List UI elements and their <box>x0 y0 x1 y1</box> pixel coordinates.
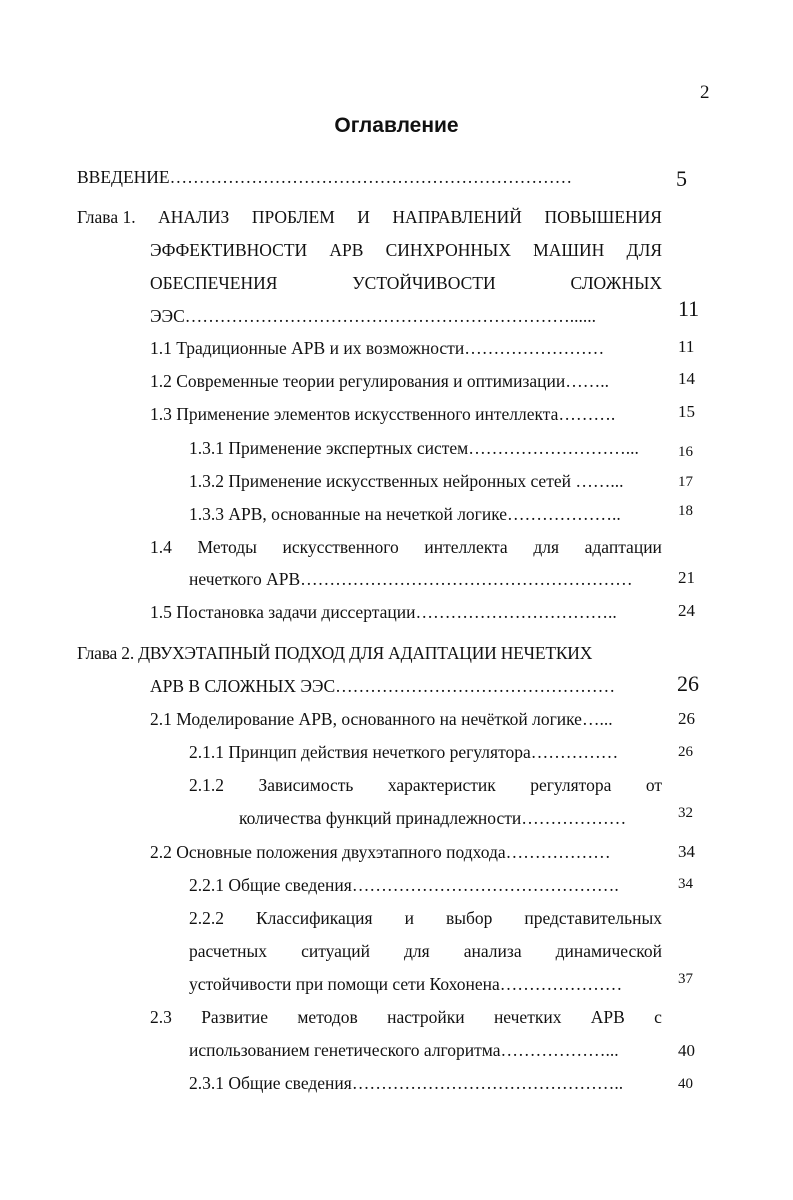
word: ОБЕСПЕЧЕНИЯ <box>150 273 278 293</box>
word: Зависимость <box>258 775 354 795</box>
toc-entry-1-4-line2[interactable]: нечеткого АРВ………………………………………………… <box>189 569 633 589</box>
word: Методы <box>197 537 257 557</box>
toc-entry-2-3-1[interactable]: 2.3.1 Общие сведения……………………………………….. <box>189 1073 624 1093</box>
word: АРВ <box>329 240 364 260</box>
toc-page-1-1: 11 <box>678 337 695 356</box>
word: методов <box>297 1007 358 1027</box>
word: АНАЛИЗ <box>158 207 230 227</box>
word: характеристик <box>387 775 496 795</box>
word: АРВ <box>590 1007 625 1027</box>
toc-entry-1-1[interactable]: 1.1 Традиционные АРВ и их возможности…………………… <box>150 338 605 358</box>
toc-entry-ch1-line3[interactable] <box>150 272 662 294</box>
toc-entry-1-3-2[interactable]: 1.3.2 Применение искусственных нейронных сетей ……... <box>189 471 624 491</box>
toc-entry-1-2[interactable]: 1.2 Современные теории регулирования и оптимизации…….. <box>150 371 610 391</box>
word: НАПРАВЛЕНИЙ <box>392 207 522 227</box>
toc-entry-2-2[interactable]: 2.2 Основные положения двухэтапного подхода……………… <box>150 842 611 862</box>
word: регулятора <box>530 775 612 795</box>
page-title: Оглавление <box>334 114 459 137</box>
toc-page-1-3: 15 <box>678 402 695 421</box>
toc-entry-1-3-1[interactable]: 1.3.1 Применение экспертных систем………………………... <box>189 438 639 458</box>
toc-entry-ch1-line2[interactable] <box>150 239 662 261</box>
word: СЛОЖНЫХ <box>570 273 662 293</box>
word: ЭФФЕКТИВНОСТИ <box>150 240 308 260</box>
toc-page-1-3-3: 18 <box>678 503 693 519</box>
word: МАШИН <box>533 240 605 260</box>
word: ПОВЫШЕНИЯ <box>544 207 662 227</box>
word: 2.1.2 <box>189 775 224 795</box>
toc-entry-1-3-3[interactable]: 1.3.3 АРВ, основанные на нечеткой логике……………….. <box>189 504 621 524</box>
word: для <box>404 941 430 961</box>
ch1-label: Глава 1. <box>77 207 136 227</box>
toc-entry-ch1-line1[interactable] <box>77 206 662 228</box>
toc-page-1-5: 24 <box>678 601 695 620</box>
word: 2.3 <box>150 1007 172 1027</box>
word: СИНХРОННЫХ <box>385 240 511 260</box>
word: Развитие <box>201 1007 269 1027</box>
word: УСТОЙЧИВОСТИ <box>352 273 496 293</box>
toc-page-ch2: 26 <box>677 671 699 696</box>
toc-entry-ch2-line2[interactable]: АРВ В СЛОЖНЫХ ЭЭС………………………………………… <box>150 676 616 696</box>
word: динамической <box>555 941 662 961</box>
toc-entry-2-1-2-line1[interactable] <box>189 774 662 796</box>
toc-page-1-3-2: 17 <box>678 474 693 490</box>
word: И <box>357 207 370 227</box>
toc-page-2-2: 34 <box>678 842 695 861</box>
toc-entry-2-2-1[interactable]: 2.2.1 Общие сведения………………………………………. <box>189 875 619 895</box>
toc-entry-2-1[interactable]: 2.1 Моделирование АРВ, основанного на нечёткой логике…... <box>150 709 613 729</box>
toc-entry-2-2-2-line1[interactable] <box>189 907 662 929</box>
toc-page-2-3-1: 40 <box>678 1076 693 1092</box>
toc-entry-ch2-line1[interactable]: Глава 2. ДВУХЭТАПНЫЙ ПОДХОД ДЛЯ АДАПТАЦИИ НЕЧЕТКИХ <box>77 643 593 663</box>
toc-entry-2-1-2-line2[interactable]: количества функций принадлежности……………… <box>239 808 627 828</box>
word: ситуаций <box>301 941 370 961</box>
word: с <box>654 1007 662 1027</box>
toc-page-2-1-2: 32 <box>678 805 693 821</box>
word: представительных <box>524 908 662 928</box>
toc-entry-2-3-line2[interactable]: использованием генетического алгоритма………………... <box>189 1040 619 1060</box>
word: адаптации <box>584 537 662 557</box>
toc-entry-2-1-1[interactable]: 2.1.1 Принцип действия нечеткого регулятора…………… <box>189 742 619 762</box>
word: и <box>404 908 414 928</box>
toc-page-2-3: 40 <box>678 1041 695 1060</box>
word: выбор <box>445 908 493 928</box>
word: расчетных <box>189 941 268 961</box>
toc-page-2-1-1: 26 <box>678 744 693 760</box>
word: 1.4 <box>150 537 172 557</box>
word: 2.2.2 <box>189 908 224 928</box>
toc-entry-ch1-line4[interactable]: ЭЭС…………………………………………………………...... <box>150 306 597 326</box>
word: от <box>645 775 662 795</box>
page-number: 2 <box>700 82 710 103</box>
word: Классификация <box>256 908 373 928</box>
toc-entry-1-3[interactable]: 1.3 Применение элементов искусственного интеллекта………. <box>150 404 616 424</box>
toc-entry-2-2-2-line2[interactable] <box>189 940 662 962</box>
toc-entry-1-4-line1[interactable] <box>150 536 662 558</box>
toc-entry-2-3-line1[interactable] <box>150 1006 662 1028</box>
toc-page-2-2-2: 37 <box>678 971 693 987</box>
word: интеллекта <box>424 537 508 557</box>
toc-page-intro: 5 <box>676 166 687 191</box>
word: ПРОБЛЕМ <box>251 207 335 227</box>
toc-entry-1-5[interactable]: 1.5 Постановка задачи диссертации…………………………….. <box>150 602 617 622</box>
toc-page-2-1: 26 <box>678 709 695 728</box>
toc-page-1-3-1: 16 <box>678 444 693 460</box>
word: искусственного <box>282 537 399 557</box>
word: настройки <box>387 1007 465 1027</box>
word: ДЛЯ <box>626 240 662 260</box>
toc-page-2-2-1: 34 <box>678 876 693 892</box>
toc-entry-2-2-2-line3[interactable]: устойчивости при помощи сети Кохонена………………… <box>189 974 623 994</box>
toc-entry-intro[interactable]: ВВЕДЕНИЕ…………………………………………………………… <box>77 167 573 187</box>
toc-page-1-2: 14 <box>678 369 695 388</box>
word: для <box>533 537 559 557</box>
word: анализа <box>463 941 522 961</box>
toc-page-1-4: 21 <box>678 568 695 587</box>
toc-page-ch1: 11 <box>678 296 700 321</box>
word: нечетких <box>493 1007 562 1027</box>
